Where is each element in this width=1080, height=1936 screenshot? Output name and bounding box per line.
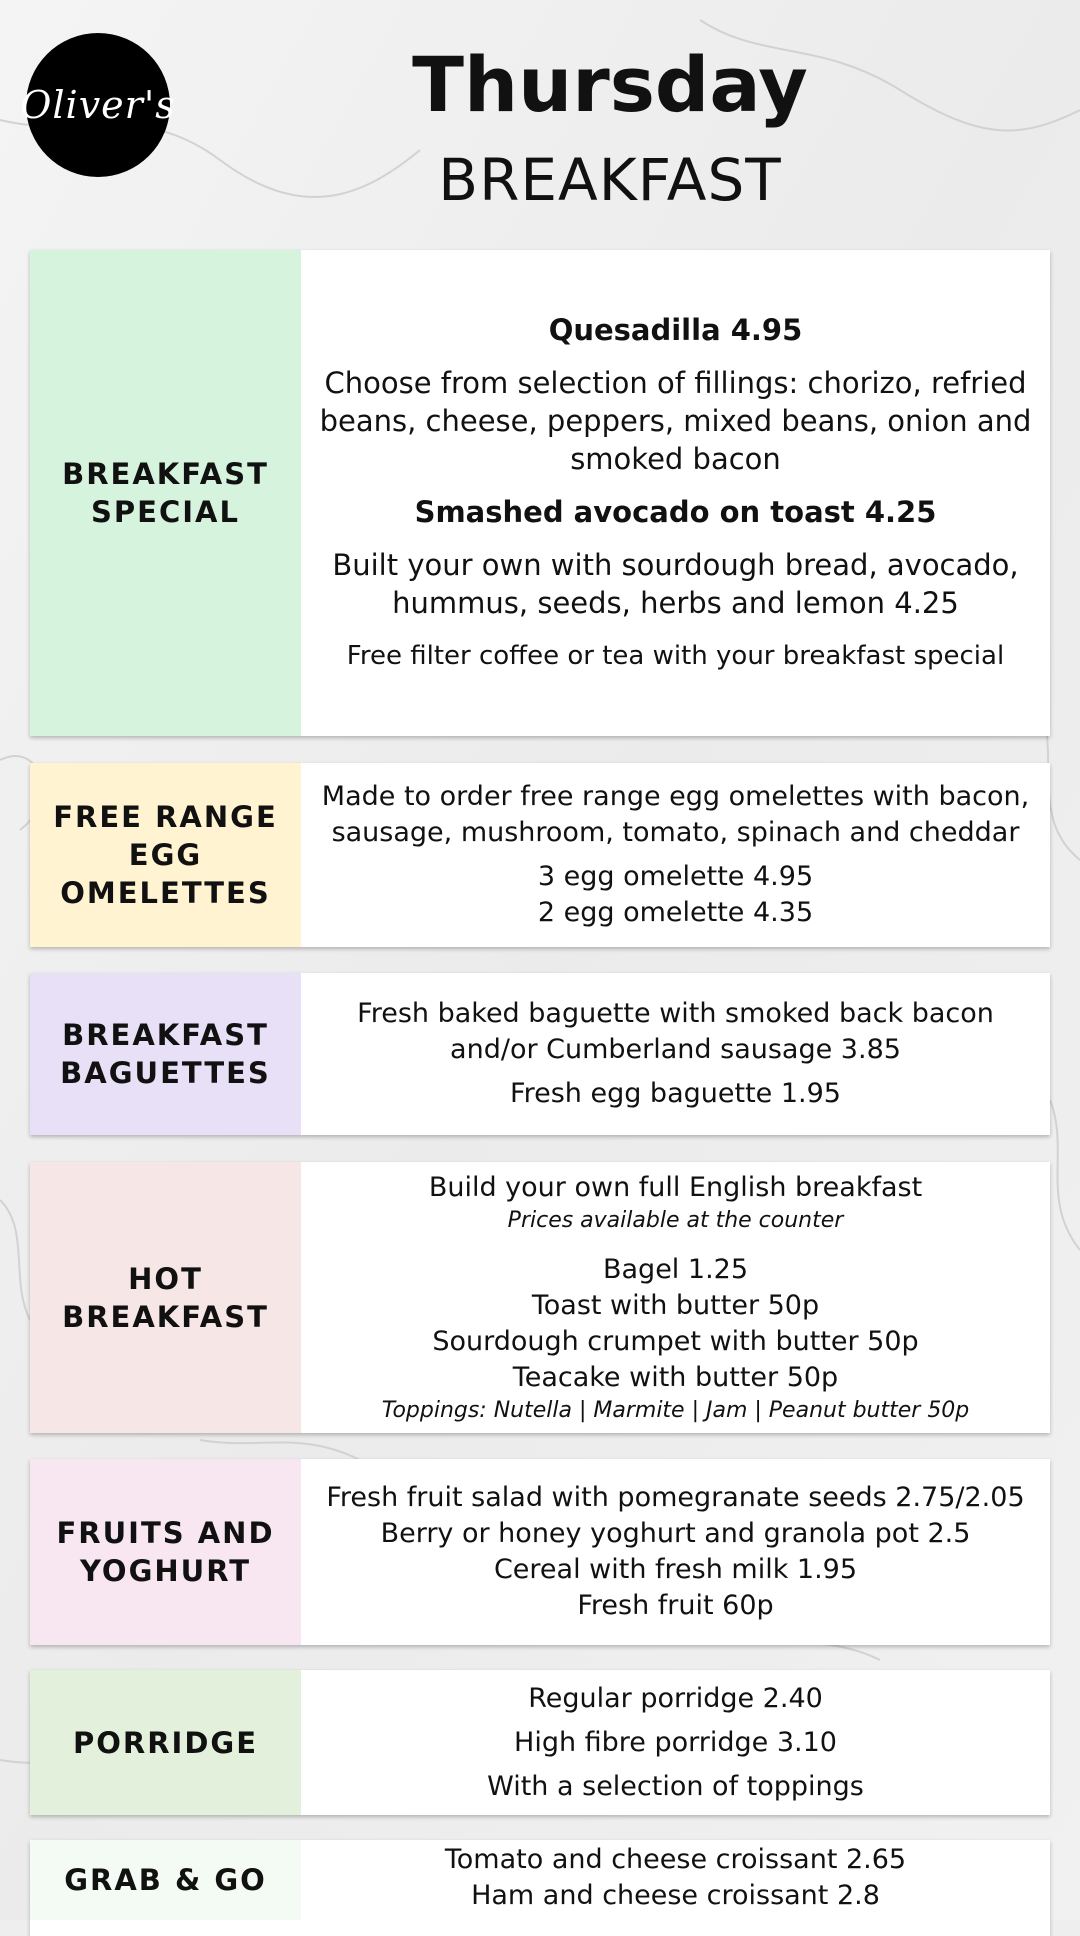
menu-item: Berry or honey yoghurt and granola pot 2.5 [380, 1518, 971, 1549]
menu-note: Free filter coffee or tea with your breakfast special [346, 641, 1005, 671]
menu-subtitle: Prices available at the counter [507, 1207, 844, 1233]
menu-item: Toast with butter 50p [531, 1289, 820, 1321]
section-content-omelettes [301, 763, 1050, 947]
menu-item: 3 egg omelette 4.95 [537, 861, 814, 892]
menu-item: Tomato and cheese croissant 2.65 [444, 1844, 907, 1875]
olivers-logo [20, 33, 176, 177]
menu-item: With a selection of toppings [487, 1770, 864, 1802]
menu-item: Fresh fruit salad with pomegranate seeds 2.75/2.05 [326, 1482, 1025, 1513]
menu-item: Fresh egg baguette 1.95 [510, 1078, 841, 1109]
menu-item-title: Smashed avocado on toast 4.25 [414, 495, 937, 529]
section-porridge [30, 1670, 1050, 1815]
section-content-fruits-yoghurt [301, 1459, 1050, 1645]
menu-item: Regular porridge 2.40 [528, 1682, 823, 1714]
menu-item: High fibre porridge 3.10 [514, 1726, 837, 1758]
section-hot-breakfast [30, 1162, 1050, 1433]
section-omelettes [30, 763, 1050, 947]
menu-item: 2 egg omelette 4.35 [537, 897, 814, 928]
section-label-baguettes: BREAKFAST BAGUETTES [30, 973, 301, 1135]
menu-item: Bagel 1.25 [602, 1253, 749, 1285]
menu-item: Cereal with fresh milk 1.95 [493, 1554, 858, 1585]
menu-item: Ham and cheese croissant 2.8 [471, 1880, 880, 1911]
section-label-breakfast-special: BREAKFAST SPECIAL [30, 250, 301, 736]
menu-item-desc: Made to order free range egg omelettes with bacon, sausage, mushroom, tomato, spinach and cheddar [321, 781, 1030, 848]
section-content-hot-breakfast [301, 1162, 1050, 1433]
menu-item-desc: Built your own with sourdough bread, avocado, hummus, seeds, herbs and lemon 4.25 [332, 548, 1019, 620]
menu-item-desc: Choose from selection of fillings: chorizo, refried beans, cheese, peppers, mixed beans, onion and smoked bacon [319, 366, 1032, 476]
section-content-porridge [301, 1670, 1050, 1815]
menu-item: Teacake with butter 50p [512, 1361, 839, 1393]
menu-meal-title: BREAKFAST [438, 146, 782, 214]
menu-item: Fresh fruit 60p [577, 1590, 774, 1621]
section-content-breakfast-special [301, 250, 1050, 736]
section-content-baguettes [301, 973, 1050, 1135]
section-breakfast-special [30, 250, 1050, 736]
section-fruits-yoghurt [30, 1459, 1050, 1645]
menu-item-desc: Fresh baked baguette with smoked back bacon and/or Cumberland sausage 3.85 [357, 998, 994, 1065]
menu-day-title: Thursday [412, 40, 808, 129]
section-baguettes [30, 973, 1050, 1135]
menu-item-title: Build your own full English breakfast [428, 1171, 923, 1203]
section-label-fruits-yoghurt: FRUITS AND YOGHURT [30, 1459, 301, 1645]
menu-toppings: Toppings: Nutella | Marmite | Jam | Peanut butter 50p [381, 1397, 970, 1423]
section-content-grab-and-go [301, 1840, 1050, 1936]
section-label-omelettes: FREE RANGE EGG OMELETTES [30, 763, 301, 947]
section-grab-and-go [30, 1840, 1050, 1936]
section-label-hot-breakfast: HOT BREAKFAST [30, 1162, 301, 1433]
logo-text: Oliver's [20, 83, 176, 127]
menu-item-title: Quesadilla 4.95 [548, 313, 803, 347]
section-label-grab-and-go: GRAB & GO [30, 1840, 301, 1920]
section-label-porridge: PORRIDGE [30, 1670, 301, 1815]
menu-item: Sourdough crumpet with butter 50p [432, 1325, 919, 1357]
